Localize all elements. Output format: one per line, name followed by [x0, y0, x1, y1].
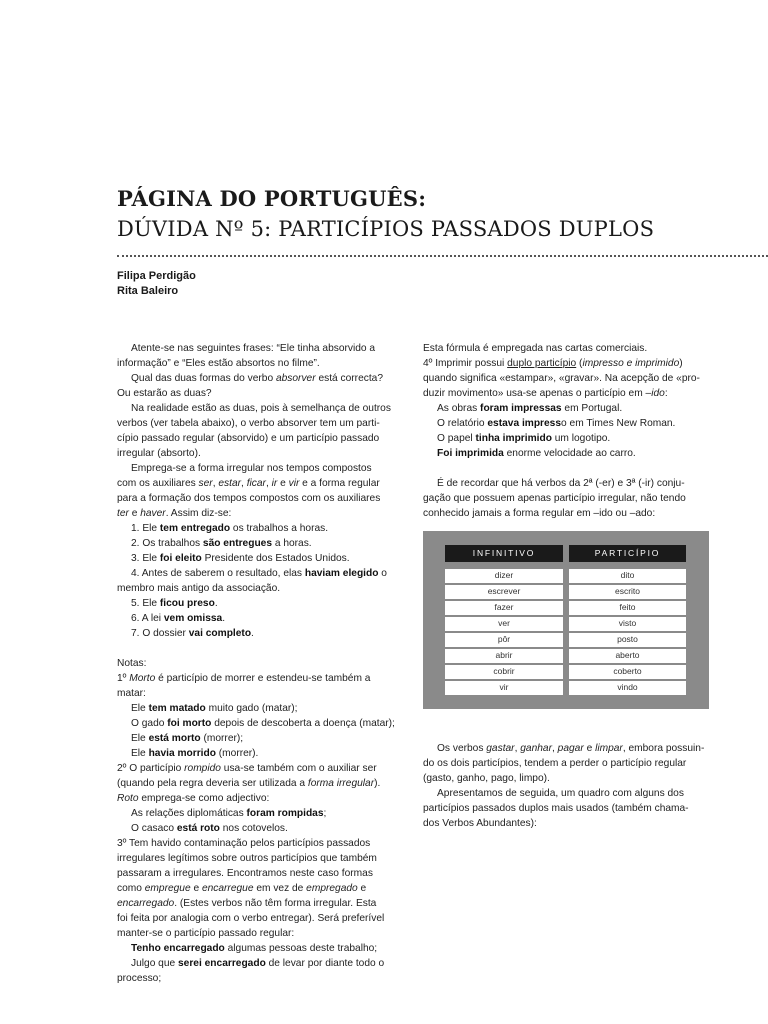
- note-line: irregulares legítimos sobre outros particípios que também: [117, 853, 377, 864]
- right-column: [423, 341, 723, 521]
- table-cell-infinitive: pôr: [445, 633, 563, 647]
- paragraph-line: quando significa «estampar», «gravar». Na acepção de «pro-: [423, 373, 700, 384]
- note-line: encarregado. (Estes verbos não têm forma irregular. Esta: [117, 898, 377, 909]
- example-line: As obras foram impressas em Portugal.: [437, 403, 623, 414]
- paragraph-line: para a formação dos tempos compostos com os auxiliares: [117, 493, 381, 504]
- paragraph-line: 4º Imprimir possui duplo particípio (impresso e imprimido): [423, 358, 683, 369]
- paragraph-line: Ou estarão as duas?: [117, 388, 212, 399]
- paragraph-line: (gasto, ganho, pago, limpo).: [423, 773, 550, 784]
- note-line: manter-se o particípio passado regular:: [117, 928, 295, 939]
- paragraph-line: cípio passado regular (absorvido) e um particípio passado: [117, 433, 380, 444]
- table-cell-participle: visto: [569, 617, 686, 631]
- table-cell-infinitive: fazer: [445, 601, 563, 615]
- note-line: 2º O particípio rompido usa-se também com o auxiliar ser: [117, 763, 377, 774]
- paragraph-line: conhecido jamais a forma regular em –ido ou –ado:: [423, 508, 656, 519]
- table-cell-participle: posto: [569, 633, 686, 647]
- table-cell-infinitive: ver: [445, 617, 563, 631]
- paragraph-line: Os verbos gastar, ganhar, pagar e limpar, embora possuin-: [437, 743, 705, 754]
- table-cell-infinitive: vir: [445, 681, 563, 695]
- paragraph-line: com os auxiliares ser, estar, ficar, ir e vir e a forma regular: [117, 478, 380, 489]
- table-header-participio: PARTICÍPIO: [569, 545, 686, 562]
- right-column-bottom: [423, 741, 723, 831]
- author-name: Filipa Perdigão: [117, 270, 196, 282]
- notes-heading: Notas:: [117, 658, 147, 669]
- paragraph-line: É de recordar que há verbos da 2ª (-er) e 3ª (-ir) conju-: [437, 478, 685, 489]
- table-cell-participle: dito: [569, 569, 686, 583]
- example-line: 5. Ele ficou preso.: [131, 598, 218, 609]
- paragraph-line: Emprega-se a forma irregular nos tempos compostos: [131, 463, 372, 474]
- example-line: 7. O dossier vai completo.: [131, 628, 254, 639]
- table-cell-infinitive: abrir: [445, 649, 563, 663]
- note-line: como empregue e encarregue em vez de empregado e: [117, 883, 367, 894]
- paragraph-line: do os dois particípios, tendem a perder o particípio regular: [423, 758, 687, 769]
- example-line: processo;: [117, 973, 162, 984]
- table-cell-infinitive: escrever: [445, 585, 563, 599]
- example-line: 1. Ele tem entregado os trabalhos a horas.: [131, 523, 329, 534]
- example-line: Julgo que serei encarregado de levar por diante todo o: [131, 958, 385, 969]
- example-line: Ele está morto (morrer);: [131, 733, 244, 744]
- note-line: (quando pela regra deveria ser utilizada a forma irregular).: [117, 778, 381, 789]
- example-line: Foi imprimida enorme velocidade ao carro.: [437, 448, 636, 459]
- note-line: foi feita por analogia com o verbo entregar). Será preferível: [117, 913, 385, 924]
- example-line: Tenho encarregado algumas pessoas deste trabalho;: [131, 943, 378, 954]
- participles-table: [423, 531, 709, 709]
- table-cell-infinitive: cobrir: [445, 665, 563, 679]
- paragraph-line: Esta fórmula é empregada nas cartas comerciais.: [423, 343, 648, 354]
- authors: [117, 269, 196, 299]
- example-line: 2. Os trabalhos são entregues a horas.: [131, 538, 312, 549]
- paragraph-line: particípios passados duplos mais usados (também chama-: [423, 803, 689, 814]
- example-line: 4. Antes de saberem o resultado, elas haviam elegido o: [131, 568, 387, 579]
- note-line: passaram a irregulares. Encontramos neste caso formas: [117, 868, 373, 879]
- example-line: Ele havia morrido (morrer).: [131, 748, 259, 759]
- paragraph-line: Atente-se nas seguintes frases: “Ele tinha absorvido a: [131, 343, 376, 354]
- paragraph-line: Apresentamos de seguida, um quadro com alguns dos: [437, 788, 684, 799]
- example-line: O casaco está roto nos cotovelos.: [131, 823, 288, 834]
- example-line: Ele tem matado muito gado (matar);: [131, 703, 298, 714]
- table-header-infinitivo: INFINITIVO: [445, 545, 563, 562]
- example-line: O gado foi morto depois de descoberta a doença (matar);: [131, 718, 395, 729]
- example-line: 3. Ele foi eleito Presidente dos Estados Unidos.: [131, 553, 350, 564]
- paragraph-line: gação que possuem apenas particípio irregular, não tendo: [423, 493, 686, 504]
- example-line: O relatório estava impresso em Times New Roman.: [437, 418, 676, 429]
- paragraph-line: dos Verbos Abundantes):: [423, 818, 537, 829]
- paragraph-line: Qual das duas formas do verbo absorver está correcta?: [131, 373, 383, 384]
- paragraph-line: verbos (ver tabela abaixo), o verbo absorver tem um parti-: [117, 418, 380, 429]
- paragraph-line: Na realidade estão as duas, pois à semelhança de outros: [131, 403, 391, 414]
- table-cell-participle: escrito: [569, 585, 686, 599]
- note-line: 1º Morto é particípio de morrer e estendeu-se também a: [117, 673, 371, 684]
- paragraph-line: informação” e “Eles estão absortos no filme”.: [117, 358, 320, 369]
- example-line: As relações diplomáticas foram rompidas;: [131, 808, 327, 819]
- author-name: Rita Baleiro: [117, 285, 179, 297]
- note-line: matar:: [117, 688, 146, 699]
- table-cell-participle: aberto: [569, 649, 686, 663]
- table-cell-participle: feito: [569, 601, 686, 615]
- left-column: [117, 341, 402, 986]
- paragraph-line: duzir movimento» usa-se apenas o particípio em –ido:: [423, 388, 668, 399]
- paragraph-line: ter e haver. Assim diz-se:: [117, 508, 232, 519]
- example-line: O papel tinha imprimido um logotipo.: [437, 433, 611, 444]
- table-cell-infinitive: dizer: [445, 569, 563, 583]
- note-line: Roto emprega-se como adjectivo:: [117, 793, 270, 804]
- table-cell-participle: coberto: [569, 665, 686, 679]
- example-line: 6. A lei vem omissa.: [131, 613, 226, 624]
- example-line: membro mais antigo da associação.: [117, 583, 281, 594]
- page-subtitle: DÚVIDA Nº 5: PARTICÍPIOS PASSADOS DUPLOS: [117, 217, 655, 241]
- note-line: 3º Tem havido contaminação pelos particípios passados: [117, 838, 371, 849]
- page-title: PÁGINA DO PORTUGUÊS:: [117, 186, 427, 211]
- paragraph-line: irregular (absorto).: [117, 448, 201, 459]
- dotted-divider: [117, 255, 768, 257]
- table-cell-participle: vindo: [569, 681, 686, 695]
